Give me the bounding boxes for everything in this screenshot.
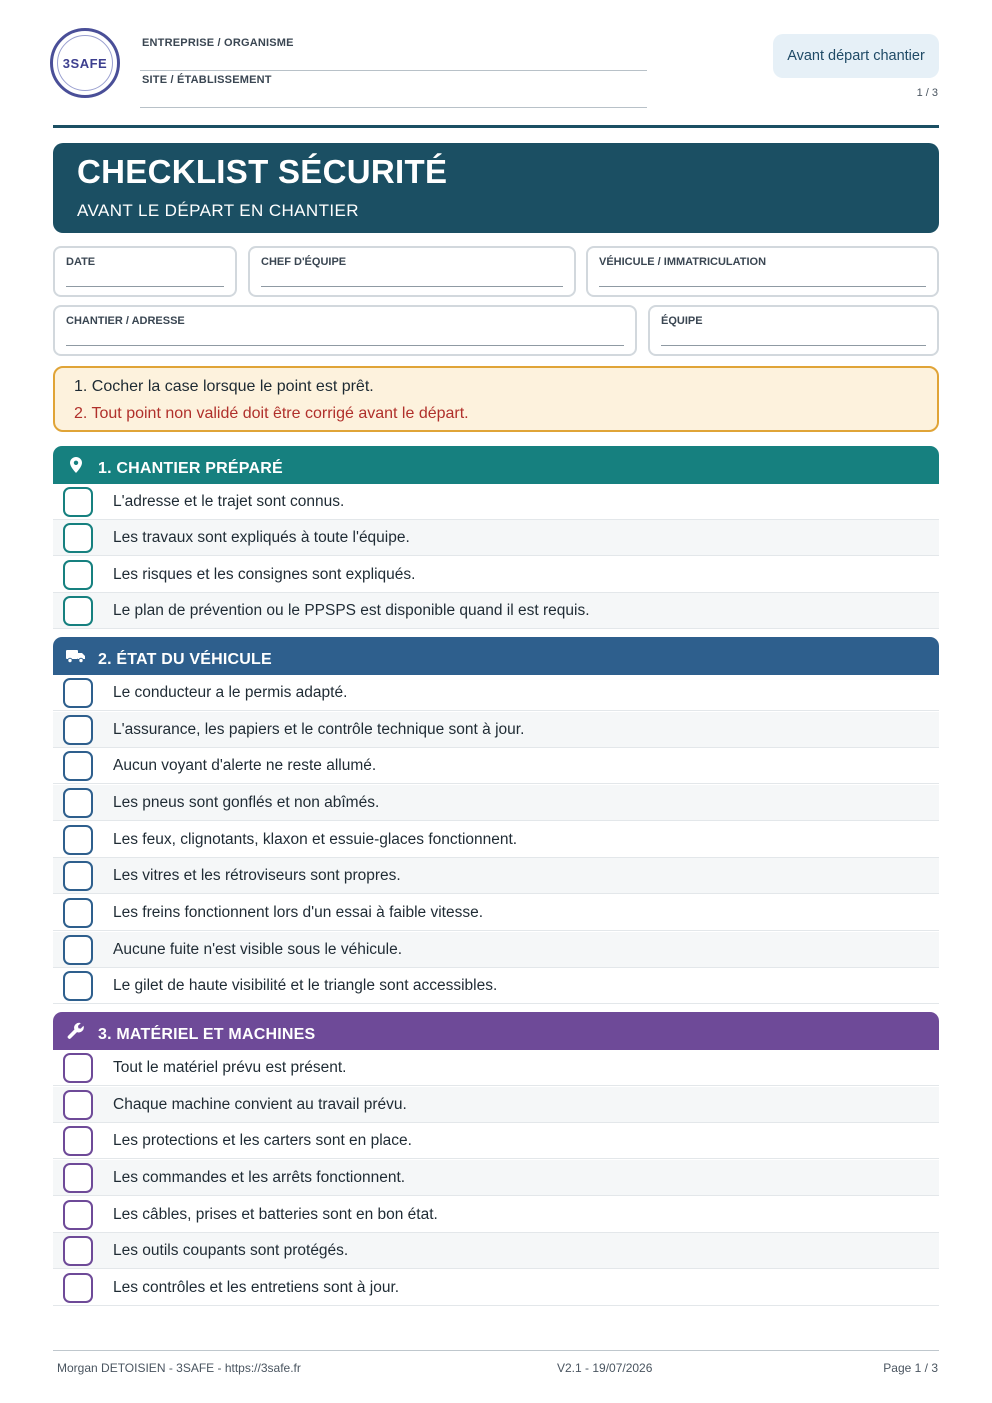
checklist-row xyxy=(53,1050,939,1086)
instructions-box xyxy=(53,366,939,432)
checkbox[interactable] xyxy=(63,825,93,855)
checkbox[interactable] xyxy=(63,861,93,891)
checklist-row xyxy=(53,557,939,593)
truck-icon xyxy=(65,646,87,666)
item-text: Les commandes et les arrêts fonctionnent. xyxy=(113,1169,406,1186)
checkbox[interactable] xyxy=(63,523,93,553)
site-label: SITE / ÉTABLISSEMENT xyxy=(142,74,272,86)
equipe-label: ÉQUIPE xyxy=(661,315,703,327)
equipe-line xyxy=(661,345,926,346)
company-logo xyxy=(50,28,120,98)
checkbox[interactable] xyxy=(63,788,93,818)
vehicule-label: VÉHICULE / IMMATRICULATION xyxy=(599,256,767,268)
checklist-row xyxy=(53,1087,939,1123)
checkbox[interactable] xyxy=(63,678,93,708)
checkbox[interactable] xyxy=(63,1053,93,1083)
checklist-row xyxy=(53,1233,939,1269)
checkbox[interactable] xyxy=(63,560,93,590)
checklist-row xyxy=(53,895,939,931)
checkbox[interactable] xyxy=(63,1236,93,1266)
map-pin-icon xyxy=(65,455,87,475)
footer-page: Page 1 / 3 xyxy=(883,1361,938,1375)
item-text: Aucune fuite n'est visible sous le véhicule. xyxy=(113,941,403,958)
title-banner xyxy=(53,143,939,233)
logo-text: 3SAFE xyxy=(62,55,108,71)
checklist-row xyxy=(53,785,939,821)
checklist-row xyxy=(53,1197,939,1233)
item-text: L'adresse et le trajet sont connus. xyxy=(113,493,345,510)
checkbox[interactable] xyxy=(63,1090,93,1120)
equipe-field[interactable] xyxy=(648,305,939,356)
item-text: Chaque machine convient au travail prévu. xyxy=(113,1096,407,1113)
checklist-row xyxy=(53,675,939,711)
checkbox[interactable] xyxy=(63,487,93,517)
item-text: Les câbles, prises et batteries sont en bon état. xyxy=(113,1206,438,1223)
checklist-row xyxy=(53,1270,939,1306)
item-text: Les feux, clignotants, klaxon et essuie-glaces fonctionnent. xyxy=(113,831,518,848)
footer-divider xyxy=(53,1350,939,1351)
instruction-2: 2. Tout point non validé doit être corrigé avant le départ. xyxy=(74,405,469,422)
item-text: Les vitres et les rétroviseurs sont propres. xyxy=(113,867,401,884)
item-text: Les travaux sont expliqués à toute l'équipe. xyxy=(113,529,410,546)
chef-field[interactable] xyxy=(248,246,576,297)
chantier-line xyxy=(66,345,624,346)
item-text: Aucun voyant d'alerte ne reste allumé. xyxy=(113,757,377,774)
checklist-row xyxy=(53,822,939,858)
item-text: Les contrôles et les entretiens sont à jour. xyxy=(113,1279,400,1296)
chantier-label: CHANTIER / ADRESSE xyxy=(66,315,185,327)
item-text: Les pneus sont gonflés et non abîmés. xyxy=(113,794,380,811)
company-label: ENTREPRISE / ORGANISME xyxy=(142,37,294,49)
company-line[interactable] xyxy=(140,70,647,71)
checklist-row xyxy=(53,593,939,629)
date-line xyxy=(66,286,224,287)
item-text: Les outils coupants sont protégés. xyxy=(113,1242,349,1259)
checklist-row xyxy=(53,858,939,894)
item-text: Les freins fonctionnent lors d'un essai à faible vitesse. xyxy=(113,904,484,921)
footer-author: Morgan DETOISIEN - 3SAFE - https://3safe.fr xyxy=(57,1361,301,1375)
checkbox[interactable] xyxy=(63,1273,93,1303)
chantier-field[interactable] xyxy=(53,305,637,356)
checkbox[interactable] xyxy=(63,715,93,745)
item-text: Les protections et les carters sont en place. xyxy=(113,1132,412,1149)
chef-line xyxy=(261,286,563,287)
checkbox[interactable] xyxy=(63,1126,93,1156)
item-text: Les risques et les consignes sont expliqués. xyxy=(113,566,416,583)
item-text: Le conducteur a le permis adapté. xyxy=(113,684,348,701)
checkbox[interactable] xyxy=(63,1163,93,1193)
checklist-row xyxy=(53,968,939,1004)
item-text: Le gilet de haute visibilité et le triangle sont accessibles. xyxy=(113,977,498,994)
item-text: Le plan de prévention ou le PPSPS est disponible quand il est requis. xyxy=(113,602,590,619)
site-line[interactable] xyxy=(140,107,647,108)
checklist-row xyxy=(53,484,939,520)
checkbox[interactable] xyxy=(63,751,93,781)
date-field[interactable] xyxy=(53,246,237,297)
section-title: 3. MATÉRIEL ET MACHINES xyxy=(98,1026,316,1043)
date-label: DATE xyxy=(66,256,96,268)
vehicule-line xyxy=(599,286,926,287)
header-divider xyxy=(53,125,939,128)
page-title: CHECKLIST SÉCURITÉ xyxy=(77,153,448,190)
section-header-materiel xyxy=(53,1012,939,1050)
checklist-row xyxy=(53,712,939,748)
logo-ring xyxy=(57,35,113,91)
checklist-row xyxy=(53,932,939,968)
checkbox[interactable] xyxy=(63,596,93,626)
footer-version: V2.1 - 19/07/2026 xyxy=(557,1361,653,1375)
checklist-row xyxy=(53,520,939,556)
section-title: 1. CHANTIER PRÉPARÉ xyxy=(98,460,283,477)
checklist-row xyxy=(53,1123,939,1159)
context-badge: Avant départ chantier xyxy=(773,34,939,78)
wrench-icon xyxy=(65,1021,87,1041)
checkbox[interactable] xyxy=(63,1200,93,1230)
checklist-row xyxy=(53,748,939,784)
checkbox[interactable] xyxy=(63,898,93,928)
vehicule-field[interactable] xyxy=(586,246,939,297)
section-header-vehicule xyxy=(53,637,939,675)
section-title: 2. ÉTAT DU VÉHICULE xyxy=(98,651,272,668)
checklist-row xyxy=(53,1160,939,1196)
section-header-chantier xyxy=(53,446,939,484)
instruction-1: 1. Cocher la case lorsque le point est prêt. xyxy=(74,378,374,395)
checkbox[interactable] xyxy=(63,971,93,1001)
page-count: 1 / 3 xyxy=(916,87,938,99)
chef-label: CHEF D'ÉQUIPE xyxy=(261,256,347,268)
item-text: L'assurance, les papiers et le contrôle technique sont à jour. xyxy=(113,721,525,738)
checkbox[interactable] xyxy=(63,935,93,965)
page-subtitle: AVANT LE DÉPART EN CHANTIER xyxy=(77,201,359,220)
item-text: Tout le matériel prévu est présent. xyxy=(113,1059,347,1076)
